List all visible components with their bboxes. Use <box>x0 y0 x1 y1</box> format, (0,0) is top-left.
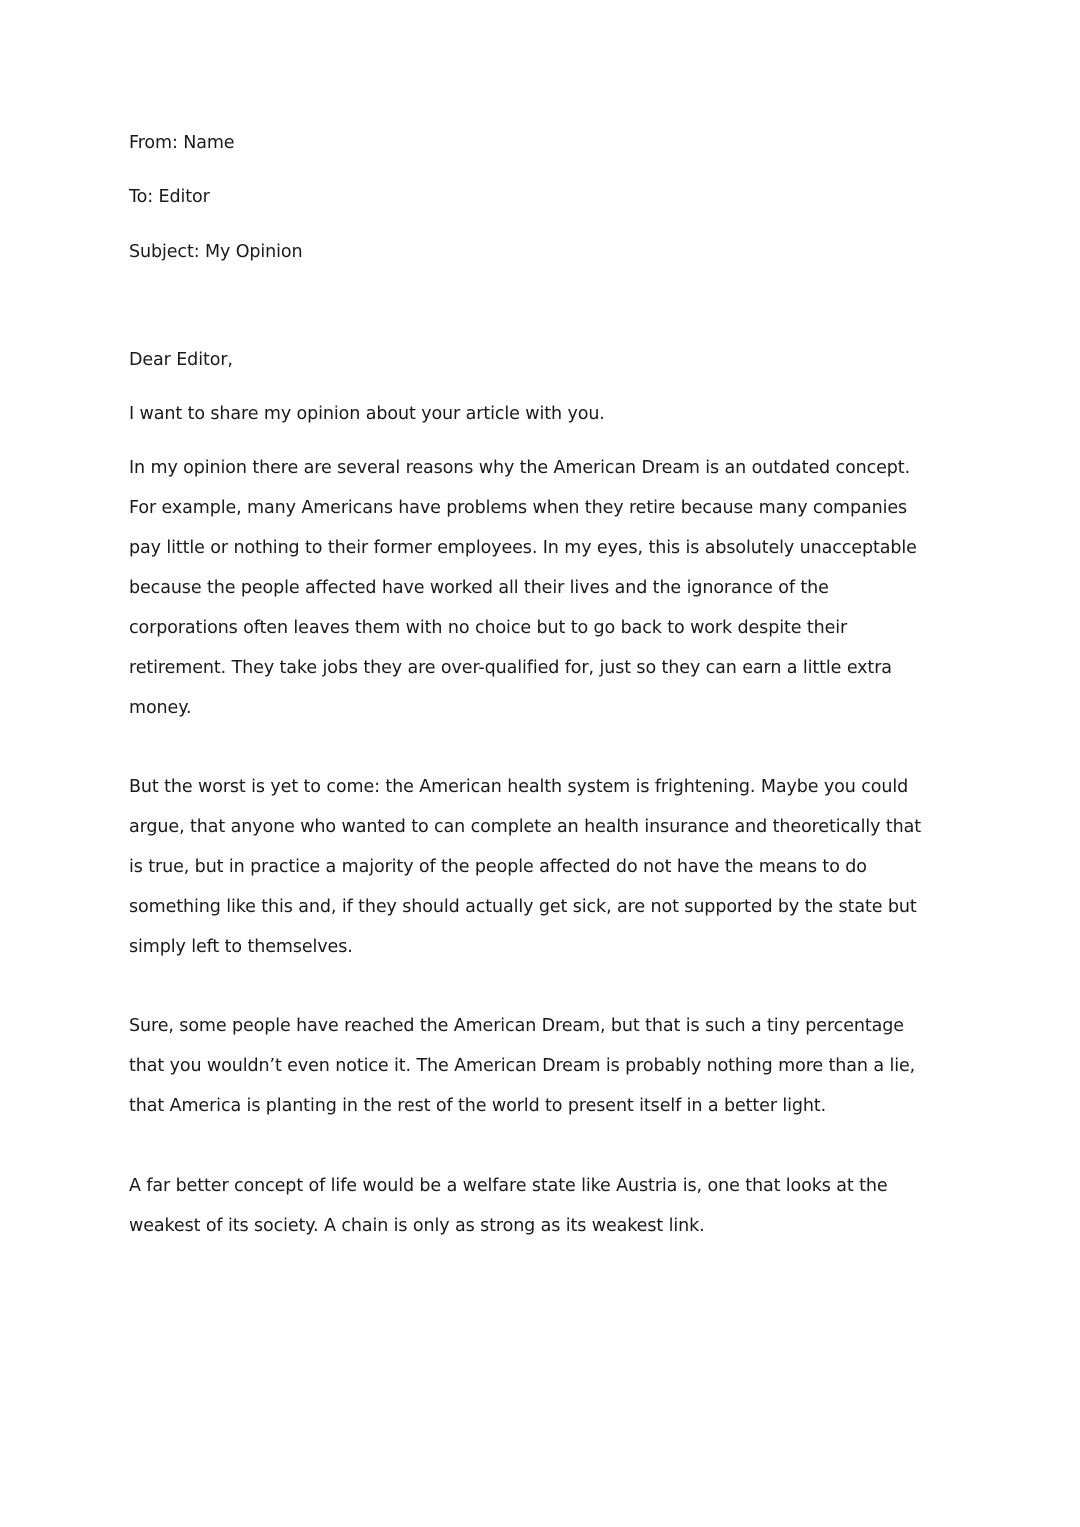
paragraph-line: because the people affected have worked all their lives and the ignorance of the <box>129 578 829 598</box>
to-line: To: Editor <box>129 187 210 207</box>
paragraph-line: weakest of its society. A chain is only as strong as its weakest link. <box>129 1216 705 1236</box>
paragraph-line: pay little or nothing to their former employees. In my eyes, this is absolutely unacceptable <box>129 538 917 558</box>
paragraph-line: that America is planting in the rest of the world to present itself in a better light. <box>129 1096 827 1116</box>
body-paragraph <box>129 1006 941 1126</box>
salutation: Dear Editor, <box>129 350 233 370</box>
paragraph-line: money. <box>129 698 192 718</box>
paragraph-line: argue, that anyone who wanted to can complete an health insurance and theoretically that <box>129 817 922 837</box>
paragraph-line: In my opinion there are several reasons why the American Dream is an outdated concept. <box>129 458 911 478</box>
intro-sentence: I want to share my opinion about your article with you. <box>129 404 605 424</box>
paragraph-line: that you wouldn’t even notice it. The American Dream is probably nothing more than a lie, <box>129 1056 916 1076</box>
body-paragraph <box>129 767 941 967</box>
paragraph-line: retirement. They take jobs they are over-qualified for, just so they can earn a little extra <box>129 658 892 678</box>
paragraph-line: something like this and, if they should actually get sick, are not supported by the state but <box>129 897 917 917</box>
paragraph-line: simply left to themselves. <box>129 937 353 957</box>
paragraph-line: corporations often leaves them with no choice but to go back to work despite their <box>129 618 848 638</box>
paragraph-line: is true, but in practice a majority of the people affected do not have the means to do <box>129 857 867 877</box>
paragraph-line: But the worst is yet to come: the American health system is frightening. Maybe you could <box>129 777 909 797</box>
paragraph-line: For example, many Americans have problems when they retire because many companies <box>129 498 908 518</box>
subject-line: Subject: My Opinion <box>129 242 303 262</box>
body-paragraph <box>129 1166 941 1246</box>
from-line: From: Name <box>129 133 235 153</box>
paragraph-line: A far better concept of life would be a welfare state like Austria is, one that looks at the <box>129 1176 888 1196</box>
body-paragraph <box>129 448 941 728</box>
paragraph-line: Sure, some people have reached the American Dream, but that is such a tiny percentage <box>129 1016 904 1036</box>
